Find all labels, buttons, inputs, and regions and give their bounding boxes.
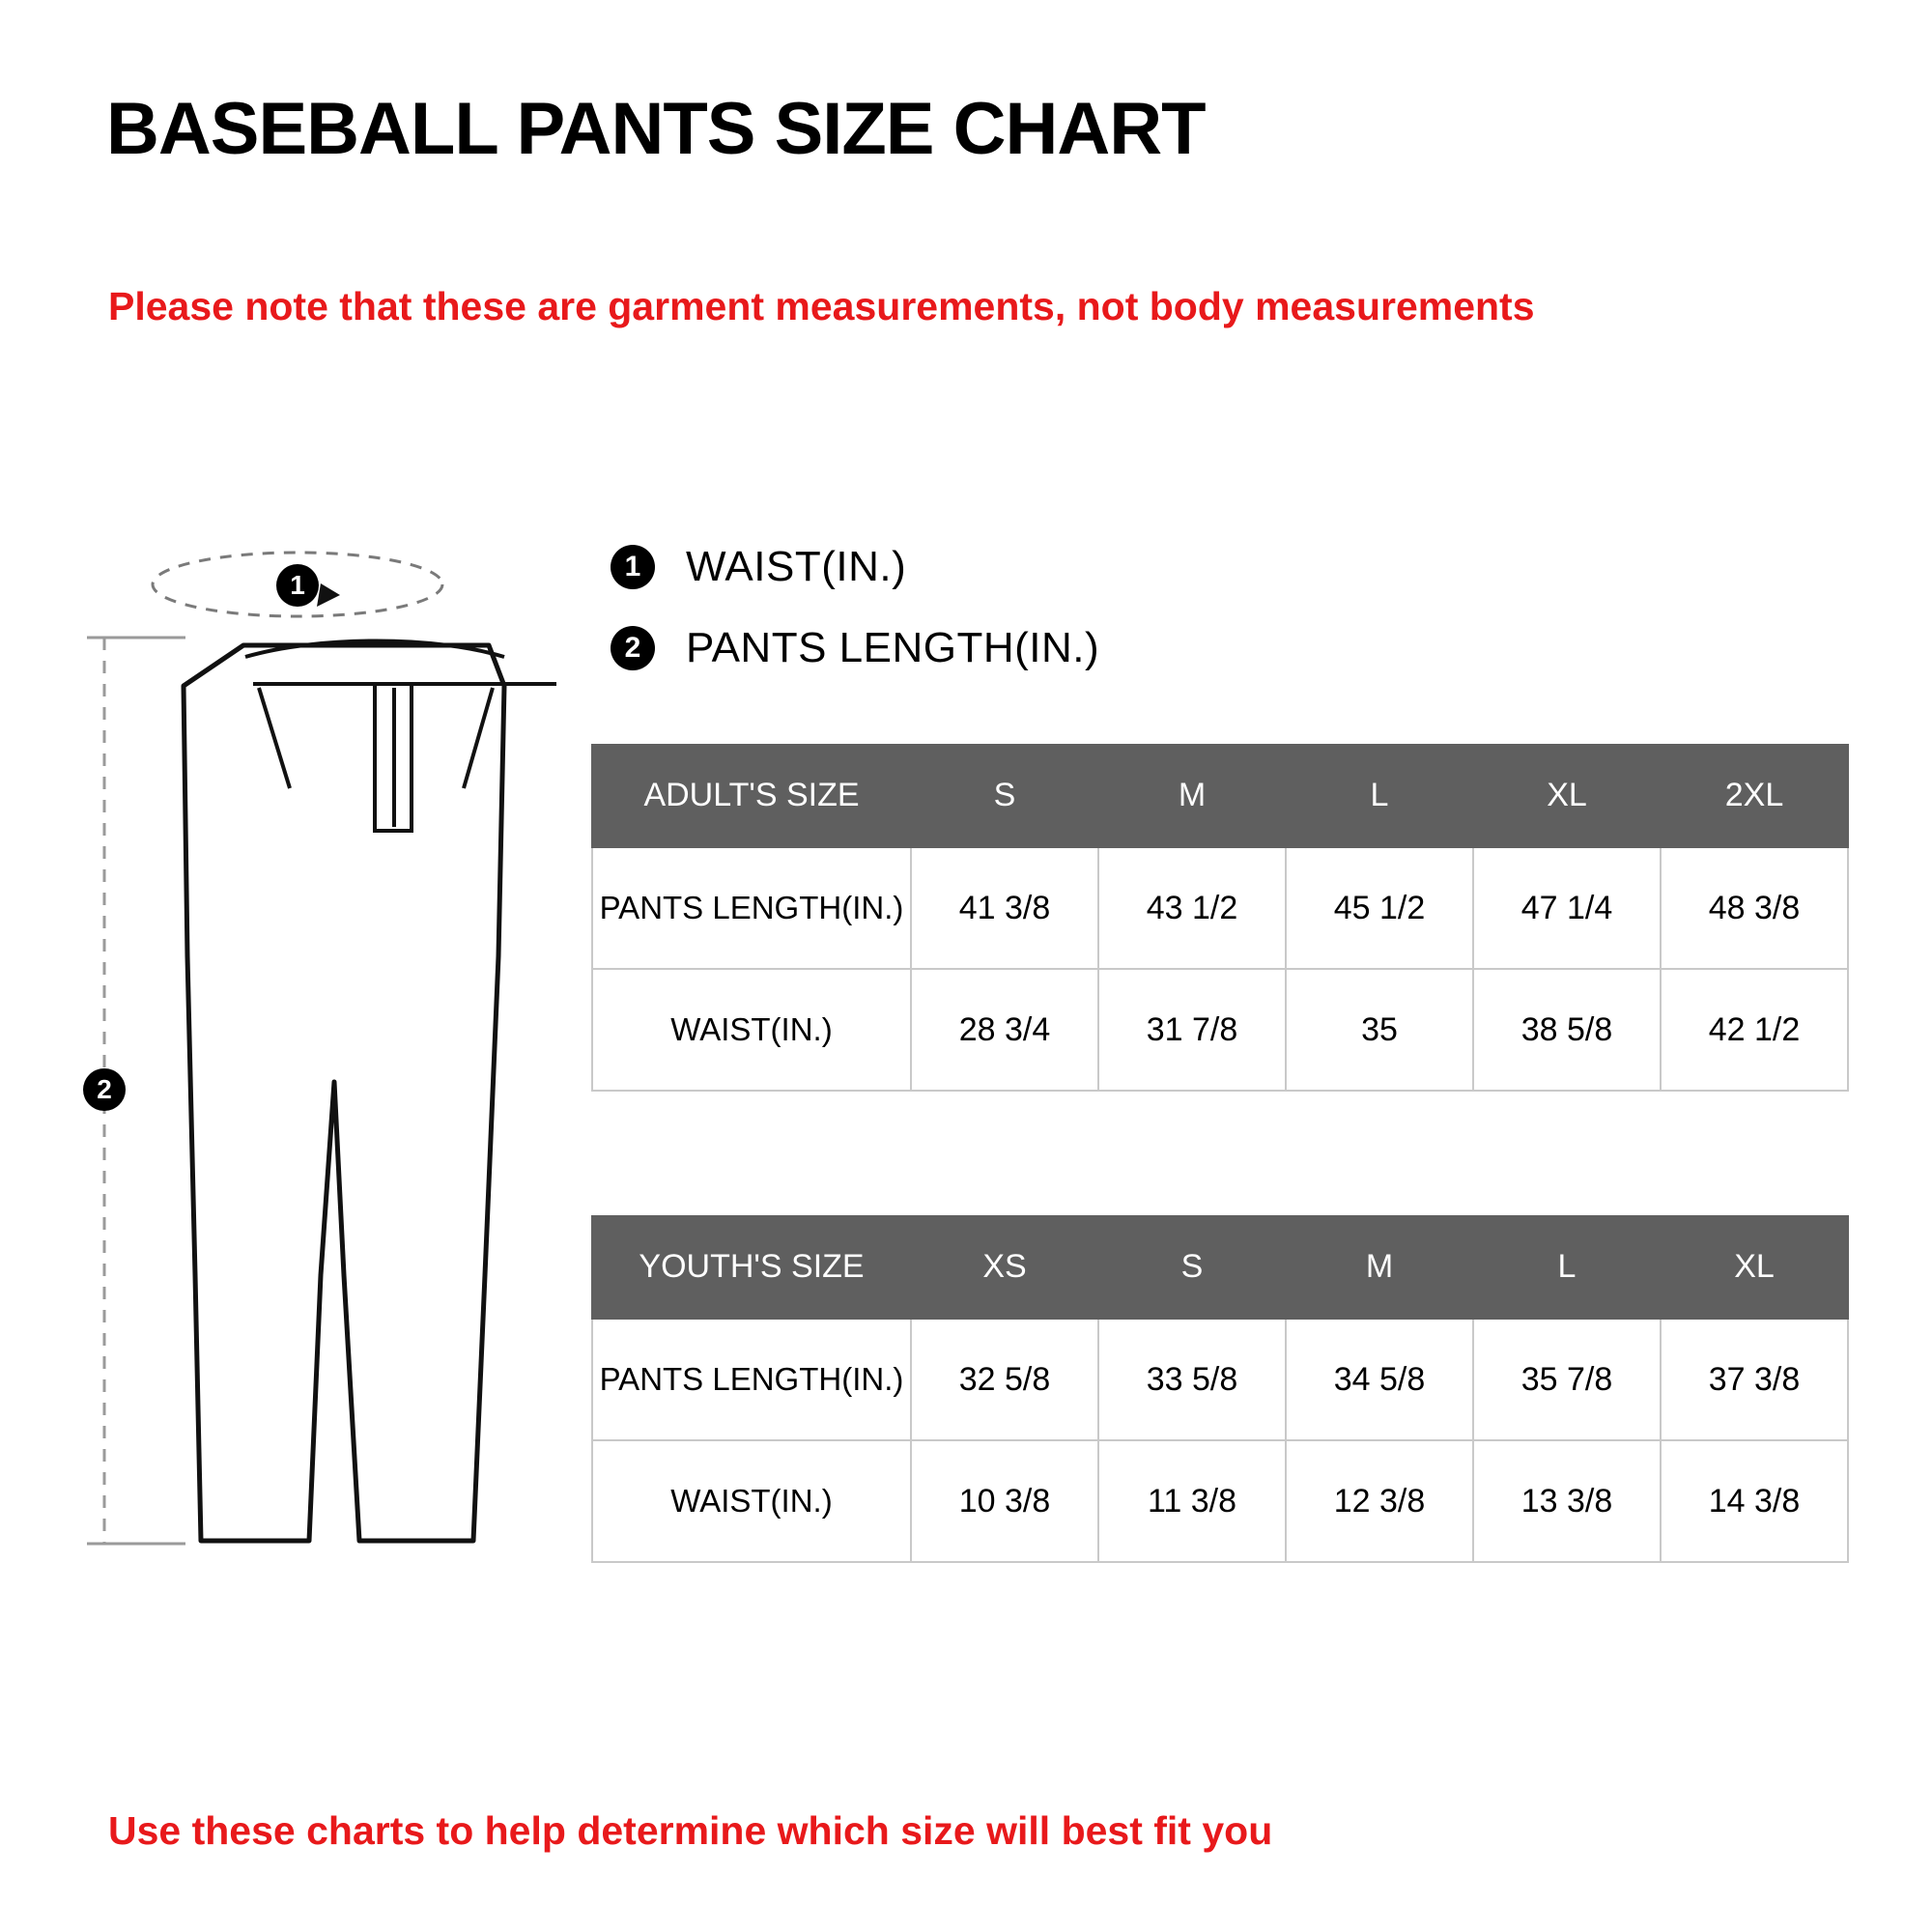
adult-col-l: L <box>1286 745 1473 847</box>
adult-col-s: S <box>911 745 1098 847</box>
table-row <box>592 1319 1848 1440</box>
diagram-marker-two: 2 <box>83 1068 126 1111</box>
table-row <box>592 847 1848 969</box>
table-header-row <box>592 745 1848 847</box>
youth-waist-xl: 14 3/8 <box>1661 1440 1848 1562</box>
legend-label-waist: WAIST(IN.) <box>686 543 907 590</box>
table-row <box>592 969 1848 1091</box>
pants-figure <box>77 541 580 1633</box>
youth-waist-m: 12 3/8 <box>1286 1440 1473 1562</box>
youth-row-label-waist: WAIST(IN.) <box>592 1440 911 1562</box>
youth-waist-s: 11 3/8 <box>1098 1440 1286 1562</box>
adult-col-2xl: 2XL <box>1661 745 1848 847</box>
youth-size-header: YOUTH'S SIZE <box>592 1216 911 1319</box>
youth-waist-l: 13 3/8 <box>1473 1440 1661 1562</box>
adult-size-header: ADULT'S SIZE <box>592 745 911 847</box>
adult-waist-s: 28 3/4 <box>911 969 1098 1091</box>
adult-col-xl: XL <box>1473 745 1661 847</box>
youth-col-l: L <box>1473 1216 1661 1319</box>
adult-row-label-waist: WAIST(IN.) <box>592 969 911 1091</box>
youth-pants-length-s: 33 5/8 <box>1098 1319 1286 1440</box>
youth-col-xs: XS <box>911 1216 1098 1319</box>
adult-waist-xl: 38 5/8 <box>1473 969 1661 1091</box>
youth-col-s: S <box>1098 1216 1286 1319</box>
adult-waist-l: 35 <box>1286 969 1473 1091</box>
youth-pants-length-xs: 32 5/8 <box>911 1319 1098 1440</box>
legend-item-pants-length <box>611 624 1480 672</box>
page-title: BASEBALL PANTS SIZE CHART <box>106 88 1206 170</box>
measurement-legend <box>611 543 1480 705</box>
youth-pants-length-xl: 37 3/8 <box>1661 1319 1848 1440</box>
garment-measurement-note: Please note that these are garment measurements, not body measurements <box>108 284 1535 328</box>
adult-pants-length-2xl: 48 3/8 <box>1661 847 1848 969</box>
youth-pants-length-l: 35 7/8 <box>1473 1319 1661 1440</box>
adult-size-table <box>591 744 1849 1092</box>
youth-waist-xs: 10 3/8 <box>911 1440 1098 1562</box>
youth-size-table <box>591 1215 1849 1563</box>
legend-label-pants-length: PANTS LENGTH(IN.) <box>686 624 1100 671</box>
adult-waist-m: 31 7/8 <box>1098 969 1286 1091</box>
youth-pants-length-m: 34 5/8 <box>1286 1319 1473 1440</box>
table-row <box>592 1440 1848 1562</box>
youth-row-label-pants-length: PANTS LENGTH(IN.) <box>592 1319 911 1440</box>
marker-one-icon: 1 <box>611 545 655 589</box>
adult-pants-length-xl: 47 1/4 <box>1473 847 1661 969</box>
adult-pants-length-s: 41 3/8 <box>911 847 1098 969</box>
table-header-row <box>592 1216 1848 1319</box>
marker-two-icon: 2 <box>611 626 655 670</box>
adult-waist-2xl: 42 1/2 <box>1661 969 1848 1091</box>
youth-col-m: M <box>1286 1216 1473 1319</box>
pants-diagram <box>77 541 580 1633</box>
youth-col-xl: XL <box>1661 1216 1848 1319</box>
adult-pants-length-l: 45 1/2 <box>1286 847 1473 969</box>
legend-item-waist <box>611 543 1480 591</box>
adult-pants-length-m: 43 1/2 <box>1098 847 1286 969</box>
footer-note: Use these charts to help determine which size will best fit you <box>108 1808 1273 1853</box>
waist-arrow-icon <box>317 583 340 607</box>
diagram-marker-one: 1 <box>276 564 319 607</box>
adult-col-m: M <box>1098 745 1286 847</box>
adult-row-label-pants-length: PANTS LENGTH(IN.) <box>592 847 911 969</box>
